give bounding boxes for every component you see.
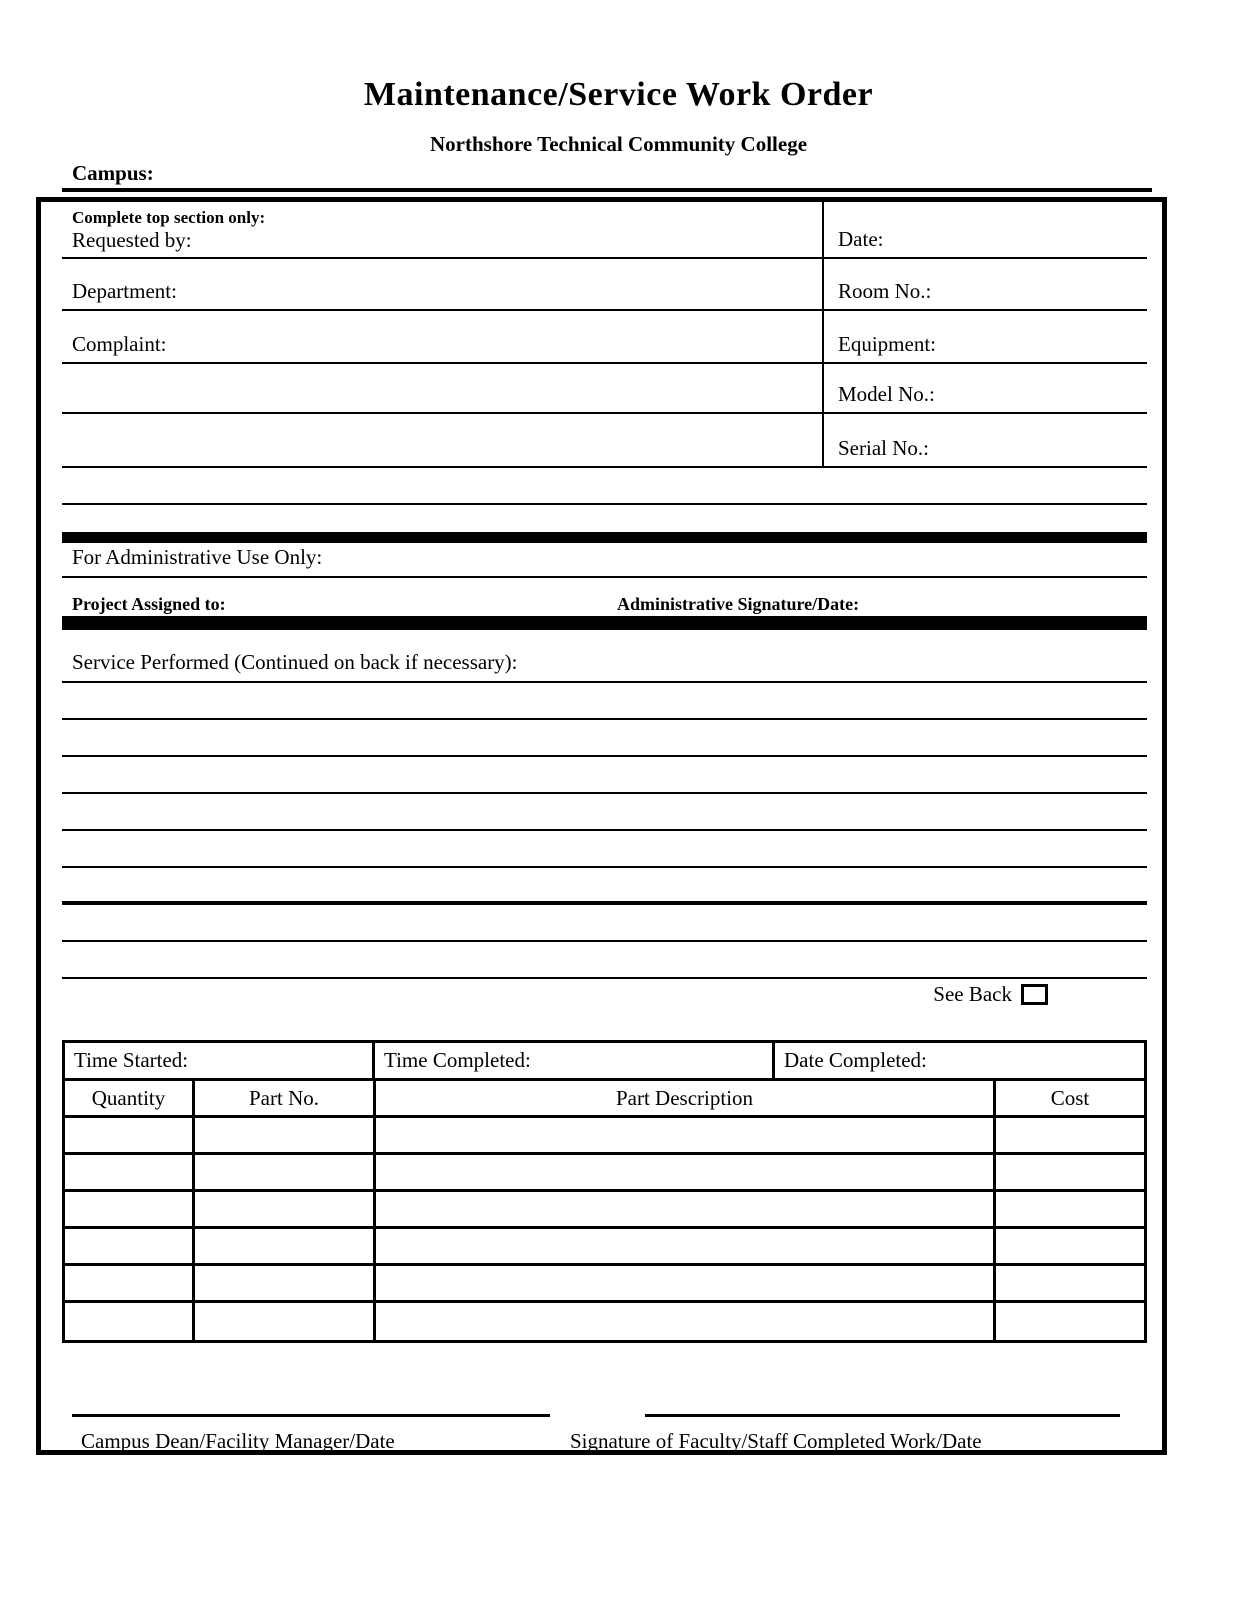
service-fill-line[interactable] <box>62 757 1147 794</box>
time-completed-label: Time Completed: <box>384 1048 531 1072</box>
room-no-label: Room No.: <box>838 279 932 303</box>
section-divider-bar <box>62 532 1147 543</box>
part-no-cell[interactable] <box>195 1303 376 1340</box>
cost-cell[interactable] <box>996 1303 1144 1340</box>
parts-table-row <box>65 1229 1144 1266</box>
equipment-label: Equipment: <box>838 332 936 356</box>
complaint-fill-line[interactable] <box>62 364 824 414</box>
parts-header-row <box>65 1081 1144 1118</box>
department-field[interactable] <box>62 259 824 311</box>
serial-no-field[interactable] <box>824 414 1147 468</box>
cost-cell[interactable] <box>996 1118 1144 1155</box>
part-description-cell[interactable] <box>376 1266 996 1303</box>
page-title: Maintenance/Service Work Order <box>363 76 874 113</box>
time-completed-field[interactable] <box>375 1043 775 1081</box>
requested-by-field[interactable] <box>62 202 824 259</box>
dean-signature-label: Campus Dean/Facility Manager/Date <box>81 1429 395 1453</box>
room-no-field[interactable] <box>824 259 1147 311</box>
signature-labels <box>41 1429 1162 1457</box>
part-description-cell[interactable] <box>376 1229 996 1266</box>
part-description-cell[interactable] <box>376 1303 996 1340</box>
date-label: Date: <box>838 227 884 251</box>
service-fill-line[interactable] <box>62 942 1147 979</box>
complaint-fill-line[interactable] <box>62 468 1147 505</box>
parts-table-row <box>65 1266 1144 1303</box>
service-fill-line[interactable] <box>62 905 1147 942</box>
service-fill-line[interactable] <box>62 720 1147 757</box>
part-description-header: Part Description <box>376 1081 996 1118</box>
parts-table <box>62 1040 1147 1343</box>
project-assigned-label: Project Assigned to: <box>72 594 226 614</box>
part-no-cell[interactable] <box>195 1118 376 1155</box>
quantity-cell[interactable] <box>65 1155 195 1192</box>
work-order-form <box>36 197 1167 1455</box>
part-no-header: Part No. <box>195 1081 376 1118</box>
complaint-fill-line[interactable] <box>62 414 824 468</box>
service-fill-line[interactable] <box>62 831 1147 868</box>
faculty-signature-label: Signature of Faculty/Staff Completed Work/Date <box>570 1429 982 1453</box>
serial-no-label: Serial No.: <box>838 436 929 460</box>
part-description-cell[interactable] <box>376 1192 996 1229</box>
admin-section-heading-field[interactable] <box>62 543 1147 578</box>
cost-cell[interactable] <box>996 1192 1144 1229</box>
parts-table-row <box>65 1303 1144 1340</box>
top-section-instruction: Complete top section only: <box>72 208 266 227</box>
model-no-label: Model No.: <box>838 382 935 406</box>
quantity-cell[interactable] <box>65 1229 195 1266</box>
date-completed-field[interactable] <box>775 1043 1144 1081</box>
quantity-cell[interactable] <box>65 1303 195 1340</box>
department-label: Department: <box>72 279 177 303</box>
model-no-field[interactable] <box>824 364 1147 414</box>
section-divider-bar <box>62 618 1147 630</box>
service-fill-line[interactable] <box>62 683 1147 720</box>
time-row <box>65 1043 1144 1081</box>
requested-by-label: Requested by: <box>72 228 192 252</box>
top-section <box>62 202 1147 468</box>
parts-table-row <box>65 1192 1144 1229</box>
date-field[interactable] <box>824 202 1147 259</box>
part-description-cell[interactable] <box>376 1118 996 1155</box>
part-no-cell[interactable] <box>195 1266 376 1303</box>
date-completed-label: Date Completed: <box>784 1048 927 1072</box>
cost-cell[interactable] <box>996 1229 1144 1266</box>
part-no-cell[interactable] <box>195 1229 376 1266</box>
campus-fill-line[interactable] <box>62 188 1152 192</box>
project-assigned-field[interactable] <box>62 590 1147 618</box>
admin-heading-label: For Administrative Use Only: <box>72 545 323 569</box>
cost-header: Cost <box>996 1081 1144 1118</box>
service-performed-field[interactable] <box>62 638 1147 683</box>
service-fill-line[interactable] <box>62 794 1147 831</box>
signature-lines <box>41 1414 1162 1417</box>
equipment-field[interactable] <box>824 311 1147 364</box>
complaint-field[interactable] <box>62 311 824 364</box>
time-started-label: Time Started: <box>74 1048 189 1072</box>
admin-signature-label: Administrative Signature/Date: <box>617 594 860 614</box>
faculty-signature-line[interactable] <box>645 1414 1120 1417</box>
quantity-cell[interactable] <box>65 1266 195 1303</box>
complaint-label: Complaint: <box>72 332 167 356</box>
time-started-field[interactable] <box>65 1043 375 1081</box>
quantity-cell[interactable] <box>65 1118 195 1155</box>
part-no-cell[interactable] <box>195 1155 376 1192</box>
see-back-label: See Back <box>933 981 1012 1006</box>
parts-table-row <box>65 1155 1144 1192</box>
parts-table-row <box>65 1118 1144 1155</box>
see-back-checkbox[interactable] <box>1021 984 1048 1005</box>
page-subtitle: Northshore Technical Community College <box>429 132 808 156</box>
part-no-cell[interactable] <box>195 1192 376 1229</box>
quantity-cell[interactable] <box>65 1192 195 1229</box>
see-back-row <box>62 979 1147 1009</box>
campus-label: Campus: <box>72 161 154 185</box>
dean-signature-line[interactable] <box>72 1414 550 1417</box>
cost-cell[interactable] <box>996 1155 1144 1192</box>
service-fill-line[interactable] <box>62 868 1147 905</box>
quantity-header: Quantity <box>65 1081 195 1118</box>
part-description-cell[interactable] <box>376 1155 996 1192</box>
cost-cell[interactable] <box>996 1266 1144 1303</box>
service-performed-label: Service Performed (Continued on back if necessary): <box>72 650 518 674</box>
